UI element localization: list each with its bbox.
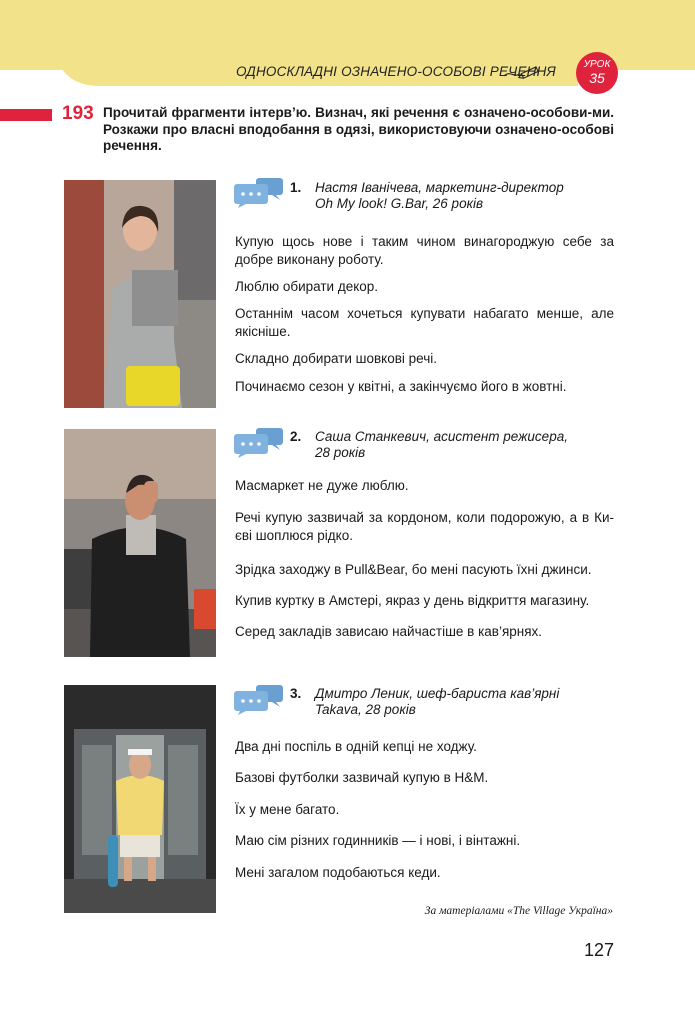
pen-icon xyxy=(502,66,542,80)
interviewee-line-2: 28 років xyxy=(315,445,366,460)
sentence: Починаємо сезон у квітні, а закінчуємо його в жовтні. xyxy=(235,379,567,394)
sentence: Купую щось нове і таким чином винагороджую себе за добре виконану роботу. xyxy=(235,234,614,267)
lesson-label: УРОК xyxy=(583,59,611,70)
interviewee-line-1: Дмитро Леник, шеф-бариста кав’ярні xyxy=(315,686,560,701)
sentence: Маю сім різних годинників — і нові, і вінтажні. xyxy=(235,833,521,848)
interviewee-line-1: Саша Станкевич, асистент режисера, xyxy=(315,429,568,444)
interviewee-line-1: Настя Іванічева, маркетинг-директор xyxy=(315,180,564,195)
sentence: Купив куртку в Амстері, якраз у день відкриття магазину. xyxy=(235,593,590,608)
photo-interviewee-2 xyxy=(64,429,216,657)
sentence: Масмаркет не дуже люблю. xyxy=(235,478,409,493)
lesson-number: 35 xyxy=(589,70,605,86)
sentence: Люблю обирати декор. xyxy=(235,279,379,294)
page-number: 127 xyxy=(584,940,615,960)
interview-number: 2. xyxy=(290,429,302,444)
sentence: Серед закладів зависаю найчастіше в кав’ярнях. xyxy=(235,624,543,639)
task-number: 193 xyxy=(62,103,94,124)
interviewee-line-2: Takava, 28 років xyxy=(315,702,416,717)
photo-interviewee-1 xyxy=(64,180,216,408)
sentence: Зрідка заходжу в Pull&Bear, бо мені пасують їхні джинси. xyxy=(235,562,592,577)
sentence: Базові футболки зазвичай купую в H&M. xyxy=(235,770,489,785)
lesson-badge xyxy=(576,52,618,94)
interviewee-line-2: Oh My look! G.Bar, 26 років xyxy=(315,196,483,211)
sentence: Складно добирати шовкові речі. xyxy=(235,351,437,366)
chat-bubbles-icon xyxy=(234,178,284,208)
source-credit: За матеріалами «The Village Україна» xyxy=(424,905,613,917)
sentence: Речі купую зазвичай за кордоном, коли подорожую, а в Ки-єві шоплюся рідко. xyxy=(235,510,614,543)
chat-bubbles-icon xyxy=(234,685,284,715)
chat-bubbles-icon xyxy=(234,428,284,458)
interview-number: 3. xyxy=(290,686,302,701)
sentence: Їх у мене багато. xyxy=(235,802,340,817)
task-marker xyxy=(0,109,52,121)
sentence: Мені загалом подобаються кеди. xyxy=(235,865,441,880)
section-title: ОДНОСКЛАДНІ ОЗНАЧЕНО-ОСОБОВІ РЕЧЕННЯ xyxy=(236,64,556,79)
sentence: Два дні поспіль в одній кепці не ходжу. xyxy=(235,739,477,754)
task-text: Прочитай фрагменти інтерв’ю. Визнач, які речення є означено-особови-ми. Розкажи про власні вподобання в одязі, використовуючи означено-особові речення. xyxy=(103,105,614,153)
interview-number: 1. xyxy=(290,180,302,195)
photo-interviewee-3 xyxy=(64,685,216,913)
sentence: Останнім часом хочеться купувати набагато менше, але якісніше. xyxy=(235,306,614,339)
